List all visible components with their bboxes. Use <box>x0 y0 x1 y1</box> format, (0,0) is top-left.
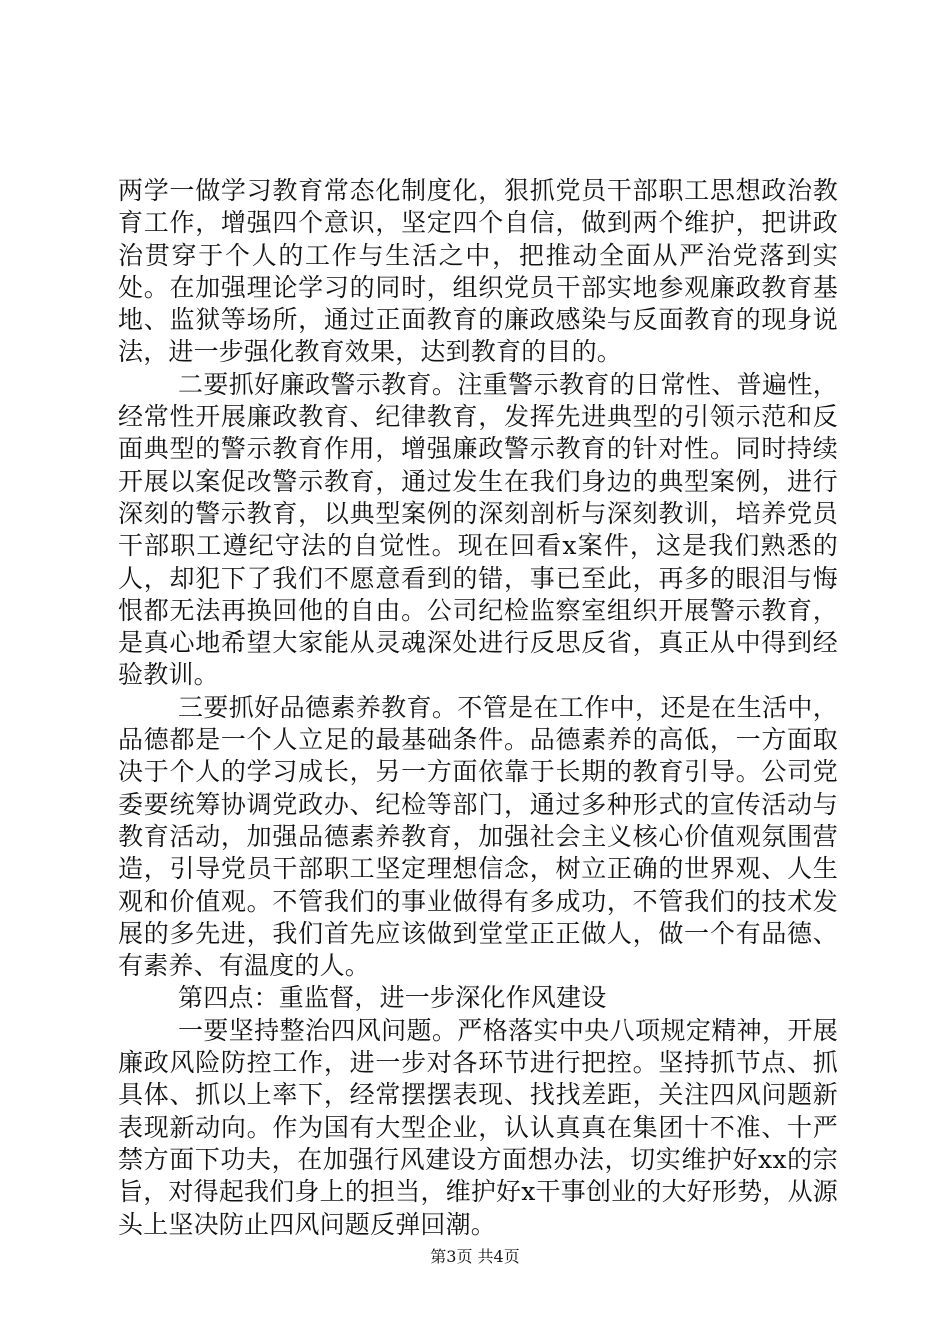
paragraph-continuation: 两学一做学习教育常态化制度化，狠抓党员干部职工思想政治教育工作，增强四个意识，坚定四个自信，做到两个维护，把讲政治贯穿于个人的工作与生活之中，把推动全面从严治党落到实处。在加强理论学习的同时，组织党员干部实地参观廉政教育基地、监狱等场所，通过正面教育的廉政感染与反面教育的现身说法，进一步强化教育效果，达到教育的目的。 <box>118 176 838 367</box>
paragraph-four-styles: 一要坚持整治四风问题。严格落实中央八项规定精神，开展廉政风险防控工作，进一步对各环节进行把控。坚持抓节点、抓具体、抓以上率下，经常摆摆表现、找找差距，关注四风问题新表现新动向。作为国有大型企业，认认真真在集团十不准、十严禁方面下功夫，在加强行风建设方面想办法，切实维护好xx的宗旨，对得起我们身上的担当，维护好x干事创业的大好形势，从源头上坚决防止四风问题反弹回潮。 <box>118 1015 838 1239</box>
paragraph-moral-education: 三要抓好品德素养教育。不管是在工作中，还是在生活中，品德都是一个人立足的最基础条件。品德素养的高低，一方面取决于个人的学习成长，另一方面依靠于长期的教育引导。公司党委要统筹协调党政办、纪检等部门，通过多种形式的宣传活动与教育活动，加强品德素养教育，加强社会主义核心价值观氛围营造，引导党员干部职工坚定理想信念，树立正确的世界观、人生观和价值观。不管我们的事业做得有多成功，不管我们的技术发展的多先进，我们首先应该做到堂堂正正做人，做一个有品德、有素养、有温度的人。 <box>118 692 838 981</box>
page-footer: 第3页 共4页 <box>430 1247 520 1266</box>
paragraph-integrity-warning-education: 二要抓好廉政警示教育。注重警示教育的日常性、普遍性，经常性开展廉政教育、纪律教育，发挥先进典型的引领示范和反面典型的警示教育作用，增强廉政警示教育的针对性。同时持续开展以案促改警示教育，通过发生在我们身边的典型案例，进行深刻的警示教育，以典型案例的深刻剖析与深刻教训，培养党员干部职工遵纪守法的自觉性。现在回看x案件，这是我们熟悉的人，却犯下了我们不愿意看到的错，事已至此，再多的眼泪与悔恨都无法再换回他的自由。公司纪检监察室组织开展警示教育，是真心地希望大家能从灵魂深处进行反思反省，真正从中得到经验教训。 <box>118 369 838 690</box>
section-heading: 第四点：重监督，进一步深化作风建设 <box>178 983 607 1013</box>
document-body <box>118 175 838 1241</box>
